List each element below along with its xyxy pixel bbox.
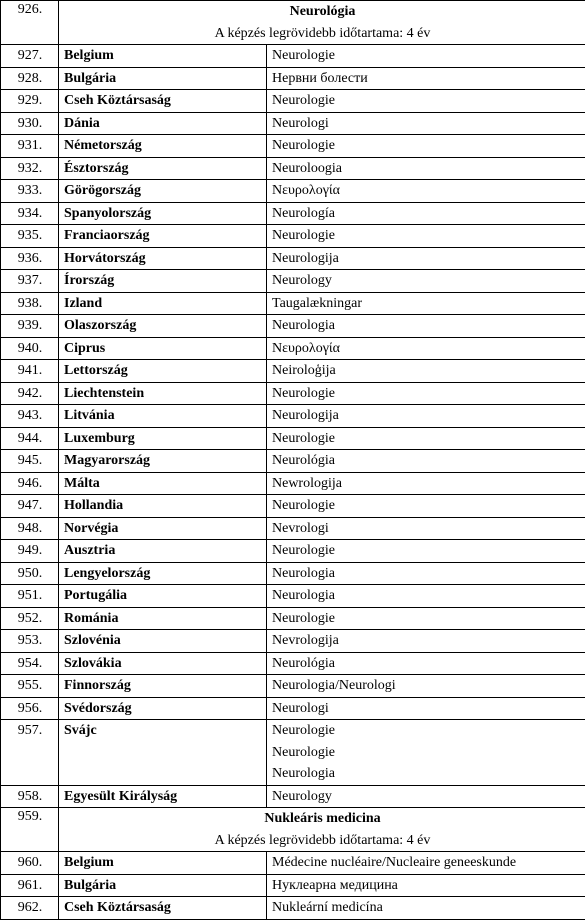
specialty-name: Neurologie xyxy=(272,48,335,63)
country-name: Bulgária xyxy=(59,874,267,897)
table-row xyxy=(1,202,585,225)
table-row xyxy=(1,112,585,135)
specialty-name-cell xyxy=(267,450,585,473)
country-name: Horvátország xyxy=(59,247,267,270)
specialty-name-cell xyxy=(267,874,585,897)
row-number: 951. xyxy=(1,585,59,608)
specialty-name: Taugalækningar xyxy=(272,295,362,311)
specialty-name: Neurologie xyxy=(272,723,335,738)
specialty-name: Neurologija xyxy=(272,250,339,266)
row-number: 939. xyxy=(1,315,59,338)
row-number: 958. xyxy=(1,785,59,808)
specialty-name: Neurology xyxy=(272,273,332,288)
specialty-name-cell xyxy=(267,897,585,920)
country-name: Luxemburg xyxy=(59,427,267,450)
specialty-name: Nukleární medicína xyxy=(272,900,383,915)
specialty-name-cell xyxy=(267,225,585,248)
row-number: 953. xyxy=(1,630,59,653)
specialty-name: Νευρολογία xyxy=(272,183,340,198)
specialty-name: Neurologija xyxy=(272,408,339,423)
specialty-name-cell xyxy=(267,45,585,68)
table-row xyxy=(1,630,585,653)
specialty-name-cell xyxy=(267,360,585,383)
country-name: Belgium xyxy=(59,45,267,68)
country-name: Bulgária xyxy=(59,67,267,90)
row-number: 937. xyxy=(1,270,59,293)
table-row xyxy=(1,607,585,630)
specialty-name: Neurologi xyxy=(272,115,329,131)
country-name: Magyarország xyxy=(59,450,267,473)
row-number: 954. xyxy=(1,652,59,675)
table-row xyxy=(1,675,585,698)
specialty-name: Neurologie xyxy=(272,430,335,446)
specialty-name-cell xyxy=(267,157,585,180)
country-name: Olaszország xyxy=(59,315,267,338)
specialty-name: Médecine nucléaire/Nucleaire geneeskunde xyxy=(272,855,517,870)
row-number: 926. xyxy=(1,1,59,45)
table-row xyxy=(1,785,585,808)
specialty-name: Neurologie xyxy=(272,498,335,513)
specialty-name: Neurologia xyxy=(272,766,335,781)
country-name: Egyesült Királyság xyxy=(59,785,267,808)
specialty-name: Neurology xyxy=(272,788,332,804)
table-row xyxy=(1,427,585,450)
specialty-name: Nevrologija xyxy=(272,633,339,648)
table-row xyxy=(1,652,585,675)
row-number: 941. xyxy=(1,360,59,383)
table-row xyxy=(1,45,585,68)
specialty-name: Νευρολογία xyxy=(272,340,340,356)
specialty-title: Neurológia xyxy=(289,4,356,19)
table-row xyxy=(1,405,585,428)
specialty-name-cell xyxy=(267,697,585,720)
country-name: Németország xyxy=(59,135,267,158)
country-name: Svájc xyxy=(59,720,267,786)
table-row xyxy=(1,225,585,248)
row-number: 945. xyxy=(1,450,59,473)
row-number: 946. xyxy=(1,472,59,495)
table-row xyxy=(1,315,585,338)
section-header xyxy=(59,1,585,45)
specialty-name: Neurológia xyxy=(272,453,335,468)
specialty-name: Neurologia xyxy=(272,565,335,581)
table-row xyxy=(1,135,585,158)
specialty-name-cell xyxy=(267,112,585,135)
table-row xyxy=(1,247,585,270)
row-number: 957. xyxy=(1,720,59,786)
row-number: 934. xyxy=(1,202,59,225)
row-number: 950. xyxy=(1,562,59,585)
row-number: 948. xyxy=(1,517,59,540)
specialty-name: Neurología xyxy=(272,205,335,221)
specialty-name-cell xyxy=(267,292,585,315)
country-name: Málta xyxy=(59,472,267,495)
row-number: 956. xyxy=(1,697,59,720)
section-header-row xyxy=(1,1,585,45)
table-row xyxy=(1,382,585,405)
row-number: 961. xyxy=(1,874,59,897)
table-row xyxy=(1,517,585,540)
table-row xyxy=(1,270,585,293)
specialty-name-cell xyxy=(267,540,585,563)
country-name: Spanyolország xyxy=(59,202,267,225)
table-row xyxy=(1,450,585,473)
country-name: Lengyelország xyxy=(59,562,267,585)
specialty-name: Newrologija xyxy=(272,475,342,491)
row-number: 952. xyxy=(1,607,59,630)
specialty-name: Neurologie xyxy=(272,744,335,760)
specialty-name-cell xyxy=(267,337,585,360)
specialty-name-cell xyxy=(267,90,585,113)
specialty-name-cell xyxy=(267,630,585,653)
specialty-name: Neurologie xyxy=(272,138,335,153)
specialty-name-cell xyxy=(267,495,585,518)
row-number: 932. xyxy=(1,157,59,180)
specialty-name-cell xyxy=(267,405,585,428)
table-row xyxy=(1,852,585,875)
specialty-name-cell xyxy=(267,472,585,495)
specialty-name: Neuroloogia xyxy=(272,160,342,176)
specialty-name-cell xyxy=(267,720,585,786)
country-name: Dánia xyxy=(59,112,267,135)
country-name: Írország xyxy=(59,270,267,293)
specialty-name-cell xyxy=(267,270,585,293)
specialty-title: Nukleáris medicina xyxy=(264,811,381,826)
country-name: Lettország xyxy=(59,360,267,383)
table-row xyxy=(1,720,585,786)
specialty-name-cell xyxy=(267,247,585,270)
specialty-name-cell xyxy=(267,67,585,90)
specialty-name-cell xyxy=(267,135,585,158)
row-number: 928. xyxy=(1,67,59,90)
row-number: 959. xyxy=(1,808,59,852)
country-name: Belgium xyxy=(59,852,267,875)
country-name: Görögország xyxy=(59,180,267,203)
country-name: Izland xyxy=(59,292,267,315)
specialty-name: Neurologie xyxy=(272,385,335,401)
country-name: Cseh Köztársaság xyxy=(59,897,267,920)
table-row xyxy=(1,697,585,720)
country-name: Svédország xyxy=(59,697,267,720)
specialty-name-cell xyxy=(267,180,585,203)
country-name: Észtország xyxy=(59,157,267,180)
training-duration: A képzés legrövidebb időtartama: 4 év xyxy=(214,832,431,848)
row-number: 943. xyxy=(1,405,59,428)
country-name: Norvégia xyxy=(59,517,267,540)
specialty-name: Nevrologi xyxy=(272,520,329,536)
specialty-name: Neiroloģija xyxy=(272,363,336,378)
specialty-name: Neurologi xyxy=(272,700,329,716)
specialty-name: Neurologie xyxy=(272,93,335,108)
country-name: Franciaország xyxy=(59,225,267,248)
country-name: Liechtenstein xyxy=(59,382,267,405)
country-name: Portugália xyxy=(59,585,267,608)
table-row xyxy=(1,292,585,315)
specialty-name: Neurologia xyxy=(272,588,335,603)
table-row xyxy=(1,180,585,203)
row-number: 955. xyxy=(1,675,59,698)
country-name: Hollandia xyxy=(59,495,267,518)
section-header xyxy=(59,808,585,852)
row-number: 927. xyxy=(1,45,59,68)
table-row xyxy=(1,495,585,518)
row-number: 960. xyxy=(1,852,59,875)
row-number: 942. xyxy=(1,382,59,405)
specialty-name: Neurologia xyxy=(272,318,335,333)
specialty-name-cell xyxy=(267,607,585,630)
specialty-name: Neurologie xyxy=(272,610,335,626)
country-name: Finnország xyxy=(59,675,267,698)
table-row xyxy=(1,585,585,608)
specialty-name-cell xyxy=(267,315,585,338)
specialty-name: Нуклеарна медицина xyxy=(272,877,398,893)
table-row xyxy=(1,90,585,113)
row-number: 947. xyxy=(1,495,59,518)
specialty-name-cell xyxy=(267,785,585,808)
row-number: 962. xyxy=(1,897,59,920)
table-row xyxy=(1,360,585,383)
country-name: Szlovákia xyxy=(59,652,267,675)
table-row xyxy=(1,67,585,90)
specialty-name-cell xyxy=(267,517,585,540)
row-number: 929. xyxy=(1,90,59,113)
specialty-name-cell xyxy=(267,675,585,698)
country-name: Ciprus xyxy=(59,337,267,360)
specialty-name-cell xyxy=(267,427,585,450)
specialty-name-cell xyxy=(267,382,585,405)
table-body xyxy=(1,1,585,920)
row-number: 933. xyxy=(1,180,59,203)
table-row xyxy=(1,157,585,180)
specialty-name-cell xyxy=(267,202,585,225)
row-number: 949. xyxy=(1,540,59,563)
country-name: Ausztria xyxy=(59,540,267,563)
specialty-name: Neurologie xyxy=(272,543,335,558)
table-row xyxy=(1,540,585,563)
table-row xyxy=(1,874,585,897)
table-row xyxy=(1,897,585,920)
specialty-name-cell xyxy=(267,852,585,875)
table-row xyxy=(1,472,585,495)
row-number: 931. xyxy=(1,135,59,158)
specialty-name-cell xyxy=(267,562,585,585)
training-duration: A képzés legrövidebb időtartama: 4 év xyxy=(214,25,431,41)
specialty-name-cell xyxy=(267,652,585,675)
country-name: Cseh Köztársaság xyxy=(59,90,267,113)
table-row xyxy=(1,337,585,360)
country-name: Szlovénia xyxy=(59,630,267,653)
row-number: 938. xyxy=(1,292,59,315)
row-number: 940. xyxy=(1,337,59,360)
specialty-name: Neurológia xyxy=(272,655,335,671)
country-name: Románia xyxy=(59,607,267,630)
specialty-name: Neurologia/Neurologi xyxy=(272,678,396,693)
section-header-row xyxy=(1,808,585,852)
row-number: 930. xyxy=(1,112,59,135)
specialty-name-cell xyxy=(267,585,585,608)
row-number: 935. xyxy=(1,225,59,248)
specialty-name: Нервни болести xyxy=(272,70,368,86)
table-row xyxy=(1,562,585,585)
row-number: 944. xyxy=(1,427,59,450)
row-number: 936. xyxy=(1,247,59,270)
specialty-name: Neurologie xyxy=(272,228,335,243)
country-name: Litvánia xyxy=(59,405,267,428)
